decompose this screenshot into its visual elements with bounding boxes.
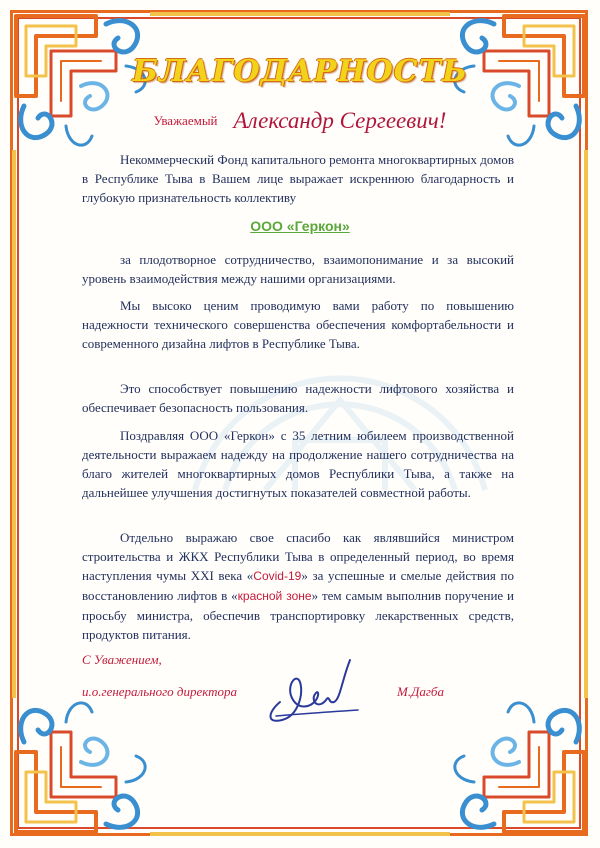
corner-ornament-bottom-left	[6, 692, 156, 842]
company-name: ООО «Геркон»	[250, 218, 350, 234]
paragraph-1: за плодотворное сотрудничество, взаимопонимание и за высокий уровень взаимодействия между нашими организациями.	[82, 252, 514, 286]
paragraph-5-part-a: Отдельно выражаю свое спасибо как являвшийся министром строительства и ЖКХ Республики Тыва в определенный период, во время наступления чумы XXI века «	[82, 530, 514, 583]
bottom-band	[150, 832, 450, 836]
covid-highlight: Covid-19	[253, 569, 302, 583]
paragraph-5-part-b: » за успешные и смелые действия по восстановлению лифтов в «	[82, 568, 514, 603]
paragraph-4: Поздравляя ООО «Геркон» с 35 летним юбилеем производственной деятельности выражаем надежду на продолжение нашего сотрудничества на благо жителей многоквартирных домов Республики Тыва, а также на дальнейшее улучшения достигнутых показателей совместной работы.	[82, 428, 514, 500]
signer-position: и.о.генерального директора	[82, 684, 238, 699]
signer-name: М.Дагба	[397, 684, 444, 699]
paragraph-3: Это способствует повышению надежности лифтового хозяйства и обеспечивает безопасность пользования.	[82, 381, 514, 415]
recipient-name: Александр Сергеевич!	[233, 108, 447, 133]
corner-ornament-bottom-right	[444, 692, 594, 842]
page-title: БЛАГОДАРНОСТЬ	[132, 54, 468, 89]
red-zone-highlight: красной зоне	[237, 589, 312, 603]
greeting	[0, 108, 600, 134]
closing-regards: С Уважением,	[82, 652, 162, 667]
signature-image	[258, 650, 368, 730]
salutation: Уважаемый	[153, 113, 218, 128]
intro-paragraph: Некоммерческий Фонд капитального ремонта многоквартирных домов в Республике Тыва в Вашем лице выражает искреннюю благодарность и глубокую признательность коллективу	[82, 152, 514, 205]
paragraph-5-part-c: » тем самым выполнив поручение и просьбу министра, обеспечив транспортировку лекарственных средств, продуктов питания.	[82, 588, 515, 642]
paragraph-5	[82, 528, 514, 644]
paragraph-2: Мы высоко ценим проводимую вами работу по повышению надежности технического совершенства обеспечения комфортабельности и современного дизайна лифтов в Республике Тыва.	[82, 298, 514, 351]
top-band	[150, 12, 450, 16]
